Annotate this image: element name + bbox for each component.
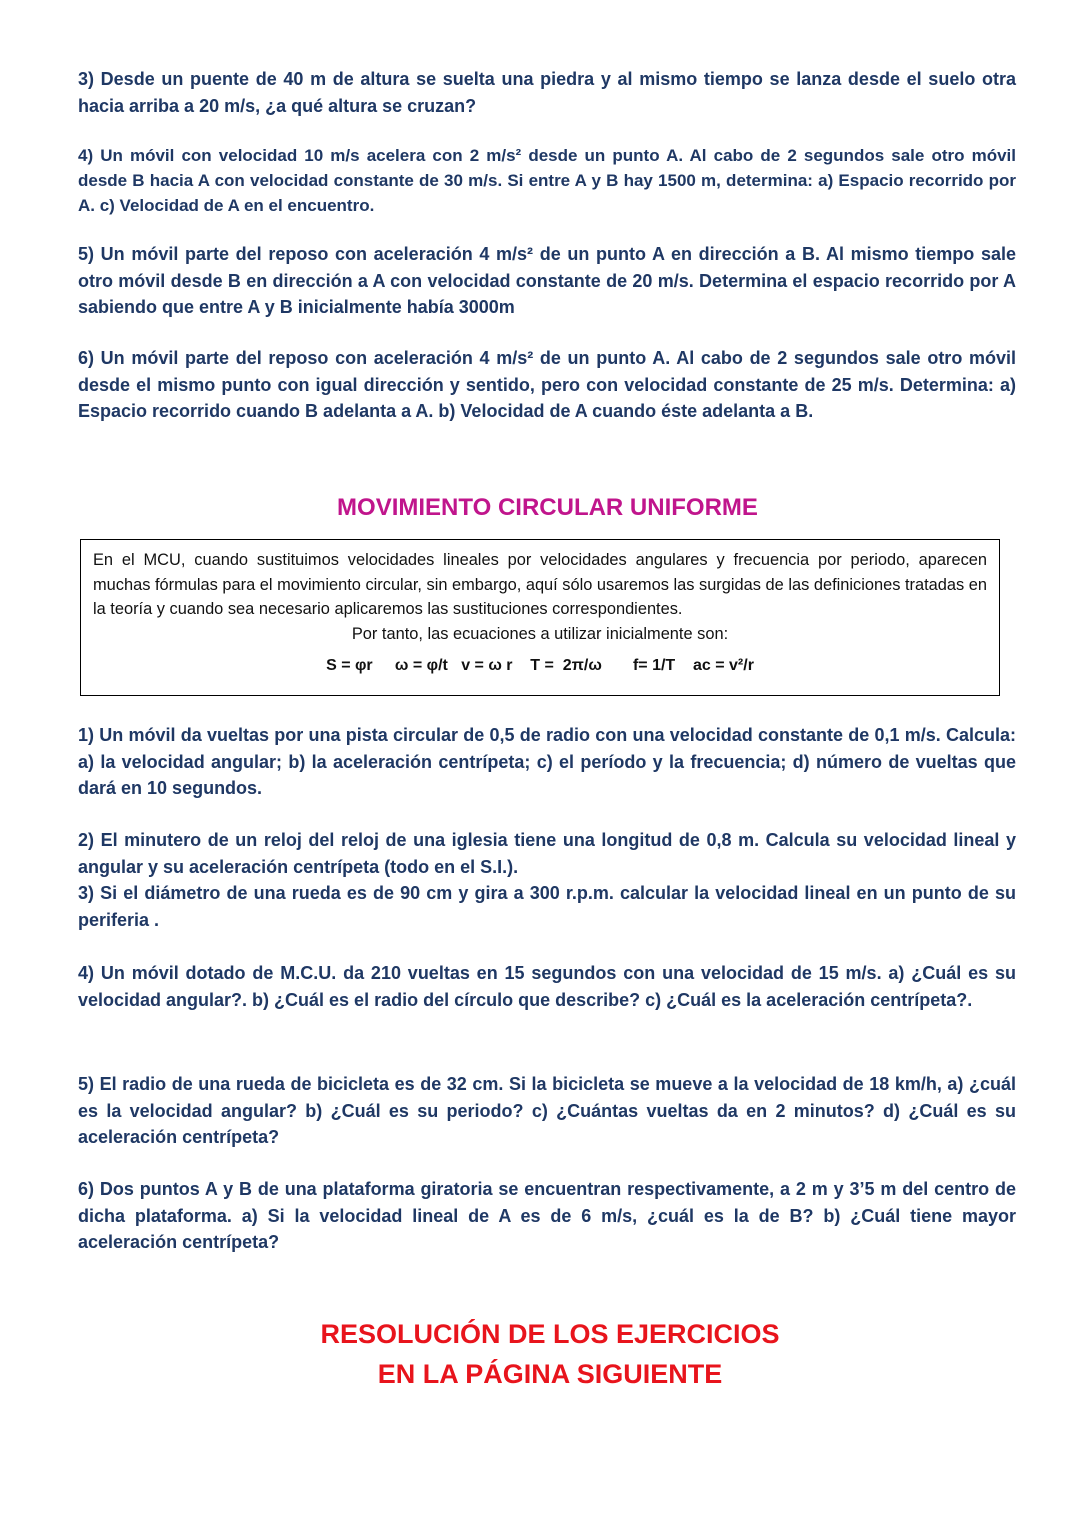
mcu-problem-4: 4) Un móvil dotado de M.C.U. da 210 vueltas en 15 segundos con una velocidad de 15 m/s. a) ¿Cuál es su velocidad angular?. b) ¿Cuál es el radio del círculo que describe? c) ¿Cuál es la aceleración centrípeta?. — [78, 963, 1016, 1010]
kinematics-problem-4: 4) Un móvil con velocidad 10 m/s acelera con 2 m/s² desde un punto A. Al cabo de 2 segundos sale otro móvil desde B hacia A con velocidad constante de 30 m/s. Si entre A y B hay 1500 m, determina: a) Espacio recorrido por A. c) Velocidad de A en el encuentro. — [78, 146, 1016, 215]
mcu-formula-box — [80, 539, 1000, 696]
footer-note — [0, 1314, 1080, 1394]
mcu-formulas: S = φr ω = φ/t v = ω r T = 2π/ω f= 1/T aᴄ = v²/r — [326, 657, 754, 674]
kinematics-problem-5: 5) Un móvil parte del reposo con aceleración 4 m/s² de un punto A en dirección a B. Al mismo tiempo sale otro móvil desde B en dirección a A con velocidad constante de 20 m/s. Determina el espacio recorrido por A sabiendo que entre A y B inicialmente había 3000m — [78, 244, 1016, 317]
footer-line-1: RESOLUCIÓN DE LOS EJERCICIOS — [320, 1319, 780, 1349]
mcu-problem-3: 3) Si el diámetro de una rueda es de 90 cm y gira a 300 r.p.m. calcular la velocidad lineal en un punto de su periferia . — [78, 883, 1016, 930]
mcu-section-title: MOVIMIENTO CIRCULAR UNIFORME — [337, 494, 758, 521]
mcu-problem-6: 6) Dos puntos A y B de una plataforma giratoria se encuentran respectivamente, a 2 m y 3’5 m del centro de dicha plataforma. a) Si la velocidad lineal de A es de 6 m/s, ¿cuál es la de B? b) ¿Cuál tiene mayor aceleración centrípeta? — [78, 1179, 1016, 1252]
kinematics-problem-3: 3) Desde un puente de 40 m de altura se suelta una piedra y al mismo tiempo se lanza desde el suelo otra hacia arriba a 20 m/s, ¿a qué altura se cruzan? — [78, 69, 1016, 116]
mcu-intro-center: Por tanto, las ecuaciones a utilizar inicialmente son: — [351, 624, 729, 643]
mcu-intro-text: En el MCU, cuando sustituimos velocidades lineales por velocidades angulares y frecuencia por periodo, aparecen muchas fórmulas para el movimiento circular, sin embargo, aquí sólo usaremos las surgidas de las definiciones tratadas en la teoría y cuando sea necesario aplicaremos las sustituciones correspondientes. — [93, 551, 987, 618]
mcu-problem-2: 2) El minutero de un reloj del reloj de una iglesia tiene una longitud de 0,8 m. Calcula su velocidad lineal y angular y su aceleración centrípeta (todo en el S.I.). — [78, 830, 1016, 877]
mcu-problem-1: 1) Un móvil da vueltas por una pista circular de 0,5 de radio con una velocidad constante de 0,1 m/s. Calcula: a) la velocidad angular; b) la aceleración centrípeta; c) el período y la frecuencia; d) número de vueltas que dará en 10 segundos. — [78, 725, 1016, 798]
footer-line-2: EN LA PÁGINA SIGUIENTE — [377, 1359, 723, 1389]
kinematics-problem-6: 6) Un móvil parte del reposo con aceleración 4 m/s² de un punto A. Al cabo de 2 segundos sale otro móvil desde el mismo punto con igual dirección y sentido, pero con velocidad constante de 25 m/s. Determina: a) Espacio recorrido cuando B adelanta a A. b) Velocidad de A cuando éste adelanta a B. — [78, 348, 1016, 421]
mcu-problem-5: 5) El radio de una rueda de bicicleta es de 32 cm. Si la bicicleta se mueve a la velocidad de 18 km/h, a) ¿cuál es la velocidad angular? b) ¿Cuál es su periodo? c) ¿Cuántas vueltas da en 2 minutos? d) ¿Cuál es su aceleración centrípeta? — [78, 1074, 1016, 1147]
